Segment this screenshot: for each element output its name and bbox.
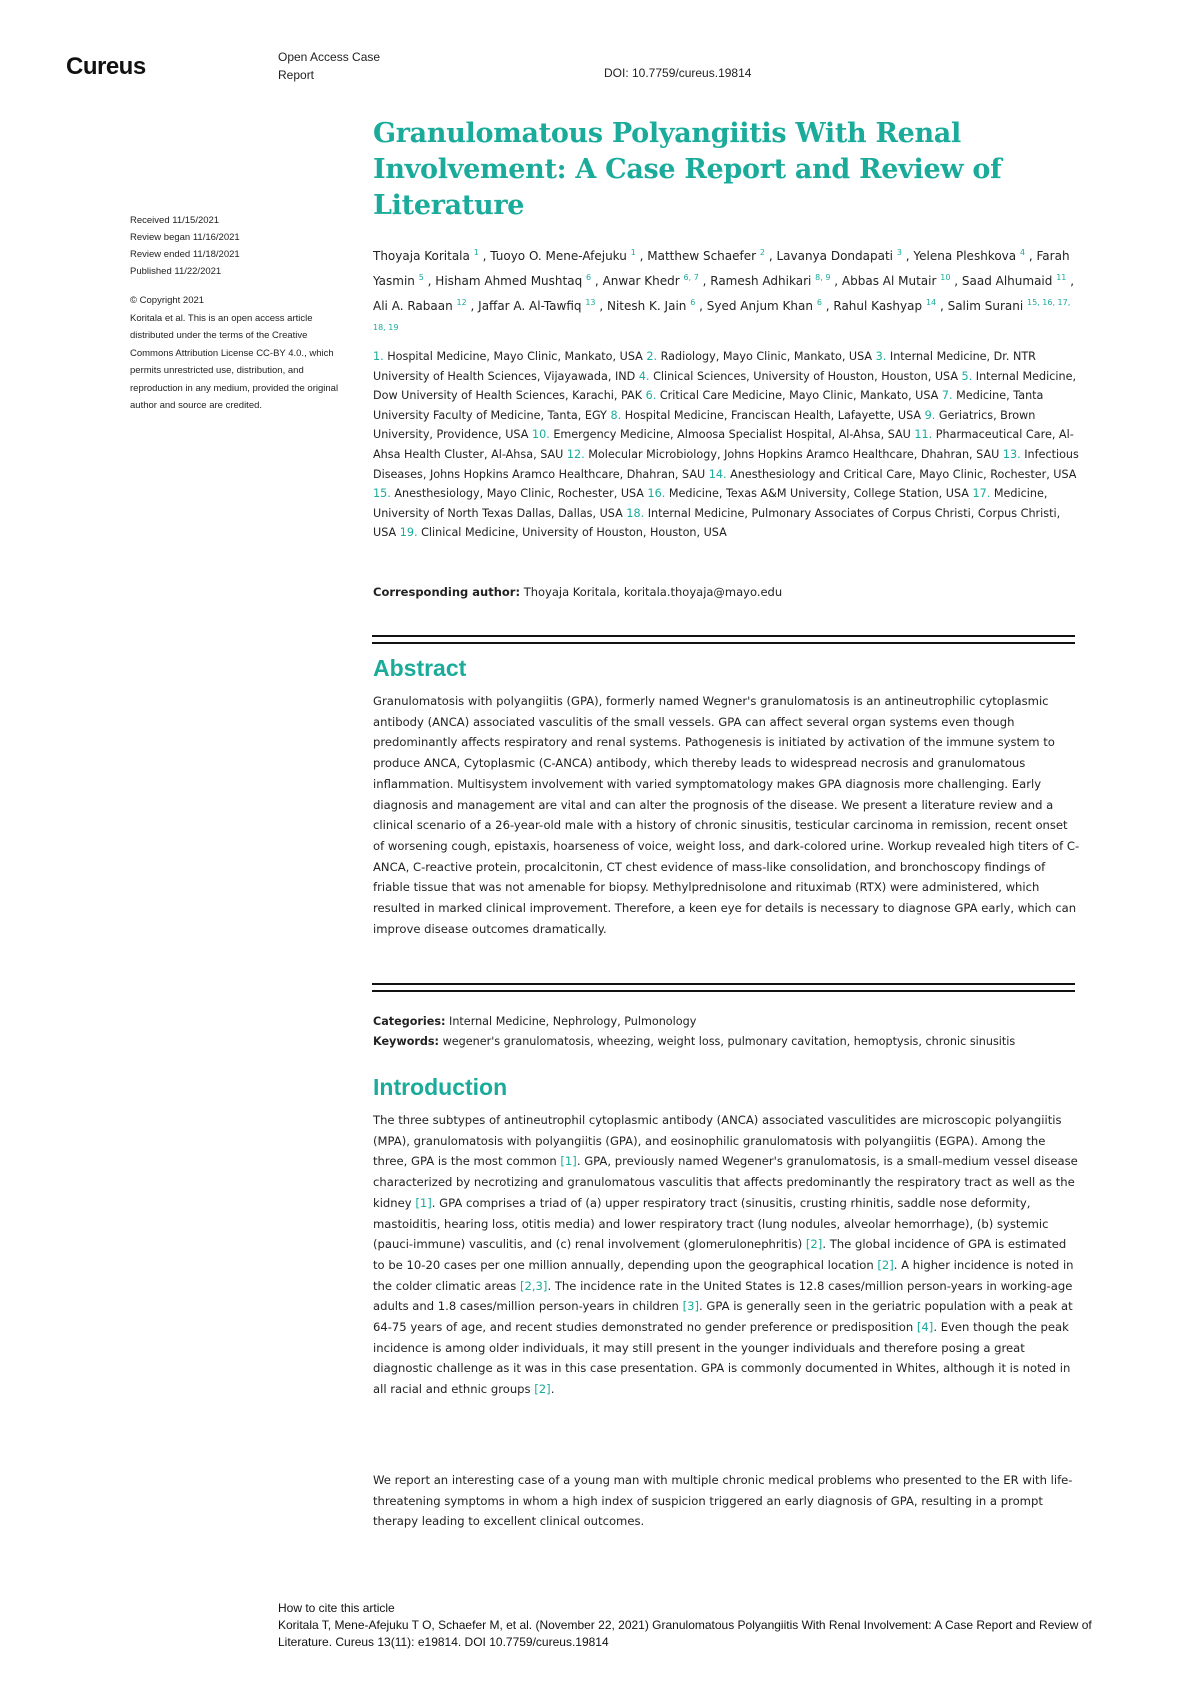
affiliation-number: 3. <box>875 350 887 363</box>
affiliation-number: 10. <box>531 428 550 442</box>
affiliation-number: 16. <box>647 487 666 501</box>
keywords-label: Keywords: <box>373 1035 440 1048</box>
copyright-text: Koritala et al. This is an open access article distributed under the terms of the Creative Commons Attribution License CC-BY 4.0., which permits unrestricted use, distribution, and reproduction in any medium, provided the original author and source are credited. <box>130 312 339 411</box>
abstract-heading: Abstract <box>373 655 467 681</box>
affiliation-text: Internal Medicine, Dr. NTR University of Health Sciences, Vijayawada, IND <box>373 350 1036 383</box>
affiliation <box>639 370 958 383</box>
author-name: Saad Alhumaid <box>961 274 1053 288</box>
affiliation <box>567 448 999 461</box>
introduction-text: . GPA is generally seen in the geriatric population with a peak at 64-75 years of age, and recent studies demonstrated no gender preference or predisposition <box>373 1299 1073 1335</box>
introduction-text: The three subtypes of antineutrophil cytoplasmic antibody (ANCA) associated vasculitides are microscopic polyangiitis (MPA), granulomatosis with polyangiitis (GPA), and eosinophilic granulomatosis with polyangiitis (EGPA). Among the three, GPA is the most common <box>373 1113 1062 1169</box>
keywords-value: wegener's granulomatosis, wheezing, weight loss, pulmonary cavitation, hemoptysis, chronic sinusitis <box>442 1035 1016 1048</box>
affiliation <box>610 409 921 422</box>
author <box>478 299 595 313</box>
abstract-body: Granulomatosis with polyangiitis (GPA), formerly named Wegner's granulomatosis is an antineutrophilic cytoplasmic antibody (ANCA) associated vasculitis of the small vessels. GPA can affect several organ systems even though predominantly affects respiratory and renal systems. Pathogenesis is initiated by activation of the immune system to produce ANCA, Cytoplasmic (C-ANCA) antibody, which thereby leads to widespread necrosis and granulomatous inflammation. Multisystem involvement with varied symptomatology makes GPA diagnosis more challenging. Early diagnosis and management are vital and can alter the prognosis of the disease. We present a literature review and a clinical scenario of a 26-year-old male with a history of chronic sinusitis, testicular carcinoma in remission, recent onset of worsening cough, epistaxis, hoarseness of voice, weight loss, and dark-colored urine. Workup revealed high titers of C-ANCA, C-reactive protein, procalcitonin, CT chest evidence of mass-like consolidation, and bronchoscopy findings of friable tissue that was not amenable for biopsy. Methylprednisolone and rituximab (RTX) were administered, which resulted in marked clinical improvement. Therefore, a keen eye for details is necessary to diagnose GPA early, which can improve disease outcomes dramatically. <box>373 694 1080 936</box>
author-name: Ali A. Rabaan <box>373 299 453 313</box>
author-affiliation-sup[interactable]: 1 <box>630 248 636 257</box>
corresponding-author-value: Thoyaja Koritala, koritala.thoyaja@mayo.edu <box>523 585 783 599</box>
received-date: Received 11/15/2021 <box>130 215 220 226</box>
author-affiliation-sup[interactable]: 4 <box>1019 248 1026 257</box>
author <box>647 249 765 263</box>
affiliation-text: Internal Medicine, Pulmonary Associates of Corpus Christi, Corpus Christi, USA <box>373 506 1061 540</box>
introduction-paragraph-2: We report an interesting case of a young man with multiple chronic medical problems who presented to the ER with life-threatening symptoms in whom a high index of suspicion triggered an early diagnosis of GPA, resulting in a prompt therapy leading to excellent clinical outcomes. <box>373 1473 1073 1529</box>
author-name: Thoyaja Koritala <box>373 249 470 263</box>
author-affiliation-sup[interactable]: 5 <box>418 273 424 282</box>
affiliation-text: Infectious Diseases, Johns Hopkins Aramco Healthcare, Dhahran, SAU <box>373 447 1079 481</box>
article-type-line1: Open Access Case <box>278 50 381 64</box>
author-name: Yelena Pleshkova <box>913 249 1017 263</box>
section-divider <box>372 635 1075 644</box>
introduction-text: . The global incidence of GPA is estimated to be 10-20 cases per one million annually, depending upon the geographical location <box>373 1237 1067 1272</box>
affiliation <box>373 350 643 363</box>
reference-link[interactable]: [2] <box>534 1382 551 1397</box>
affiliation-number: 15. <box>373 487 391 501</box>
affiliation <box>648 487 969 500</box>
categories-label: Categories: <box>373 1015 446 1028</box>
affiliation-number: 9. <box>924 408 936 422</box>
author-affiliation-sup[interactable]: 13 <box>585 298 596 307</box>
author-affiliation-sup[interactable]: 6 <box>586 273 592 282</box>
keywords-line <box>373 1032 1093 1052</box>
author-name: Syed Anjum Khan <box>706 299 813 313</box>
affiliation-list <box>373 347 1085 543</box>
affiliation-text: Clinical Medicine, University of Houston, Houston, USA <box>421 526 727 540</box>
affiliation-text: Anesthesiology and Critical Care, Mayo Clinic, Rochester, USA <box>730 467 1077 481</box>
reference-link[interactable]: [2] <box>805 1237 823 1252</box>
author-name: Rahul Kashyap <box>833 299 923 313</box>
citation-footer <box>278 1600 1138 1651</box>
affiliation-text: Hospital Medicine, Franciscan Health, Lafayette, USA <box>624 408 922 422</box>
author-name: Salim Surani <box>947 299 1024 313</box>
affiliation-text: Medicine, University of North Texas Dallas, Dallas, USA <box>373 487 1048 520</box>
affiliation-number: 8. <box>610 408 622 422</box>
reference-link[interactable]: [1] <box>560 1154 577 1169</box>
affiliation <box>646 350 872 363</box>
author-name: Abbas Al Mutair <box>841 274 937 288</box>
reference-link[interactable]: [4] <box>916 1320 934 1335</box>
author-affiliation-sup[interactable]: 15, 16, 17, 18, 19 <box>373 298 1071 332</box>
affiliation <box>532 428 911 441</box>
reference-link[interactable]: [2,3] <box>519 1278 548 1293</box>
reference-link[interactable]: [1] <box>415 1195 432 1210</box>
author-name: Matthew Schaefer <box>647 249 757 263</box>
affiliation-text: Medicine, Tanta University Faculty of Medicine, Tanta, EGY <box>373 389 1044 422</box>
affiliation-number: 7. <box>941 389 953 403</box>
author <box>435 274 591 288</box>
review-ended-date: Review ended 11/18/2021 <box>130 249 240 260</box>
reference-link[interactable]: [2] <box>877 1257 894 1272</box>
affiliation-text: Clinical Sciences, University of Houston, Houston, USA <box>653 369 958 383</box>
affiliation-number: 2. <box>646 350 658 363</box>
affiliation-text: Medicine, Texas A&M University, College Station, USA <box>668 487 969 501</box>
author <box>603 274 699 288</box>
author-name: Lavanya Dondapati <box>776 249 893 263</box>
affiliation-text: Emergency Medicine, Almoosa Specialist Hospital, Al-Ahsa, SAU <box>553 428 911 442</box>
article-meta <box>373 1012 1093 1052</box>
affiliation-number: 11. <box>914 428 933 442</box>
affiliation-number: 19. <box>399 526 418 540</box>
affiliation <box>400 526 727 539</box>
affiliation-number: 12. <box>566 447 585 461</box>
author-name: Ramesh Adhikari <box>710 274 812 288</box>
author <box>913 249 1025 263</box>
author-affiliation-sup[interactable]: 6 <box>690 298 696 307</box>
author-name: Anwar Khedr <box>602 274 680 288</box>
author <box>707 299 822 313</box>
section-divider <box>372 983 1075 992</box>
author <box>490 249 636 263</box>
author-affiliation-sup[interactable]: 1 <box>473 248 479 257</box>
affiliation <box>373 487 644 500</box>
author-name: Jaffar A. Al-Tawfiq <box>478 299 582 313</box>
author <box>710 274 830 288</box>
author-affiliation-sup[interactable]: 6 <box>816 298 822 307</box>
affiliation-text: Molecular Microbiology, Johns Hopkins Aramco Healthcare, Dhahran, SAU <box>588 447 1000 461</box>
introduction-paragraph-1 <box>373 1110 1080 1400</box>
affiliation-text: Geriatrics, Brown University, Providence, USA <box>373 408 1036 442</box>
affiliation-text: Pharmaceutical Care, Al-Ahsa Health Cluster, Al-Ahsa, SAU <box>373 428 1074 461</box>
affiliation-number: 14. <box>708 467 727 481</box>
author <box>373 299 467 313</box>
categories-value: Internal Medicine, Nephrology, Pulmonology <box>449 1015 697 1028</box>
cite-heading: How to cite this article <box>278 1601 395 1615</box>
introduction-text: . GPA comprises a triad of (a) upper respiratory tract (sinusitis, crusting rhinitis, saddle nose deformity, mastoiditis, hearing loss, otitis media) and lower respiratory tract (lung nodules, alveolar hemorrhage), (b) systemic (pauci-immune) vasculitis, and (c) renal involvement (glomerulonephritis) <box>373 1195 1049 1252</box>
categories-line <box>373 1012 1093 1032</box>
affiliation-number: 5. <box>961 369 973 383</box>
affiliation-text: Hospital Medicine, Mayo Clinic, Mankato, USA <box>387 350 643 363</box>
author-name: Tuoyo O. Mene-Afejuku <box>490 249 627 263</box>
author-affiliation-sup[interactable]: 2 <box>759 248 765 257</box>
author-affiliation-sup[interactable]: 14 <box>925 298 937 307</box>
author <box>962 274 1067 288</box>
review-began-date: Review began 11/16/2021 <box>130 232 240 243</box>
corresponding-author <box>373 585 1093 599</box>
affiliation-number: 6. <box>645 389 657 403</box>
introduction-text: . GPA, previously named Wegener's granulomatosis, is a small-medium vessel disease characterized by necrotizing and granulomatous vasculitis that affects predominantly the respiratory tract as well as the kidney <box>373 1154 1078 1210</box>
affiliation-number: 17. <box>972 487 991 501</box>
affiliation <box>709 468 1077 481</box>
publication-dates <box>130 212 340 280</box>
affiliation <box>646 389 939 402</box>
introduction-text: . <box>550 1382 555 1397</box>
author <box>373 249 479 263</box>
copyright-heading: © Copyright 2021 <box>130 295 205 306</box>
affiliation-text: Internal Medicine, Dow University of Health Sciences, Karachi, PAK <box>373 369 1077 403</box>
author-affiliation-sup[interactable]: 3 <box>896 248 902 257</box>
author <box>842 274 951 288</box>
affiliation-text: Radiology, Mayo Clinic, Mankato, USA <box>660 350 873 363</box>
introduction-text: . A higher incidence is noted in the colder climatic areas <box>373 1257 1074 1293</box>
article-title: Granulomatous Polyangiitis With Renal Involvement: A Case Report and Review of Literature <box>373 118 1002 221</box>
cureus-logo: Cureus <box>66 53 146 80</box>
affiliation-text: Critical Care Medicine, Mayo Clinic, Mankato, USA <box>659 389 939 403</box>
introduction-text: . The incidence rate in the United States is 12.8 cases/million person-years in working-age adults and 1.8 cases/million person-years in children <box>373 1278 1073 1314</box>
introduction-text: . Even though the peak incidence is among older individuals, it may still present in the younger individuals and therefore posing a great diagnostic challenge as it was in this case presentation. GPA is commonly documented in Whites, although it is noted in all racial and ethnic groups <box>373 1320 1071 1397</box>
article-type <box>278 48 438 84</box>
copyright-notice <box>130 292 342 415</box>
author-list: Thoyaja Koritala $^1$ , Tuoyo O. Mene-Afejuku $^1$ , Matthew Schaefer $^2$ , Lavanya Dondapati $^3$ , Yelena Pleshkova $^4$ , Farah Yasmin $^5$ , Hisham Ahmed Mushtaq $^6$ , Anwar Khedr $^{6, 7}$ , Ramesh Adhikari $^{8, 9}$ , Abbas Al Mutair $^{10}$ , Saad Alhumaid $^{11}$ , Ali A. Rabaan $^{12}$ , Jaffar A. Al-Tawfiq $^{13}$ , Nitesh K. Jain $^6$ , Syed Anjum Khan $^6$ , Rahul Kashyap $^{14}$ , Salim Surani $^{15, 16, 17, 18, 19}$ <box>373 242 1081 342</box>
author-affiliation-sup[interactable]: 11 <box>1056 273 1067 282</box>
affiliation-number: 1. <box>373 350 384 363</box>
author-affiliation-sup[interactable]: 12 <box>456 298 467 307</box>
corresponding-author-label: Corresponding author: <box>373 585 521 599</box>
author-affiliation-sup[interactable]: 10 <box>940 273 951 282</box>
affiliation-number: 18. <box>626 506 645 520</box>
author-name: Farah Yasmin <box>373 249 1070 288</box>
author-affiliation-sup[interactable]: 8, 9 <box>815 273 831 282</box>
affiliation-number: 4. <box>638 369 650 383</box>
article-type-line2: Report <box>278 68 315 82</box>
introduction-heading: Introduction <box>373 1074 508 1100</box>
author-affiliation-sup[interactable]: 6, 7 <box>683 273 699 282</box>
citation-text: Koritala T, Mene-Afejuku T O, Schaefer M, et al. (November 22, 2021) Granulomatous Polyangiitis With Renal Involvement: A Case Report and Review of Literature. Cureus 13(11): e19814. DOI 10.7759/cureus.19814 <box>278 1618 1092 1649</box>
author <box>776 249 901 263</box>
reference-link[interactable]: [3] <box>682 1299 700 1314</box>
author <box>607 299 695 313</box>
affiliation-text: Anesthesiology, Mayo Clinic, Rochester, USA <box>394 487 644 501</box>
author-name: Nitesh K. Jain <box>606 299 687 313</box>
author <box>833 299 936 313</box>
author-name: Hisham Ahmed Mushtaq <box>435 274 583 288</box>
doi-label: DOI: 10.7759/cureus.19814 <box>604 66 752 80</box>
published-date: Published 11/22/2021 <box>130 266 222 277</box>
affiliation-number: 13. <box>1002 447 1021 461</box>
